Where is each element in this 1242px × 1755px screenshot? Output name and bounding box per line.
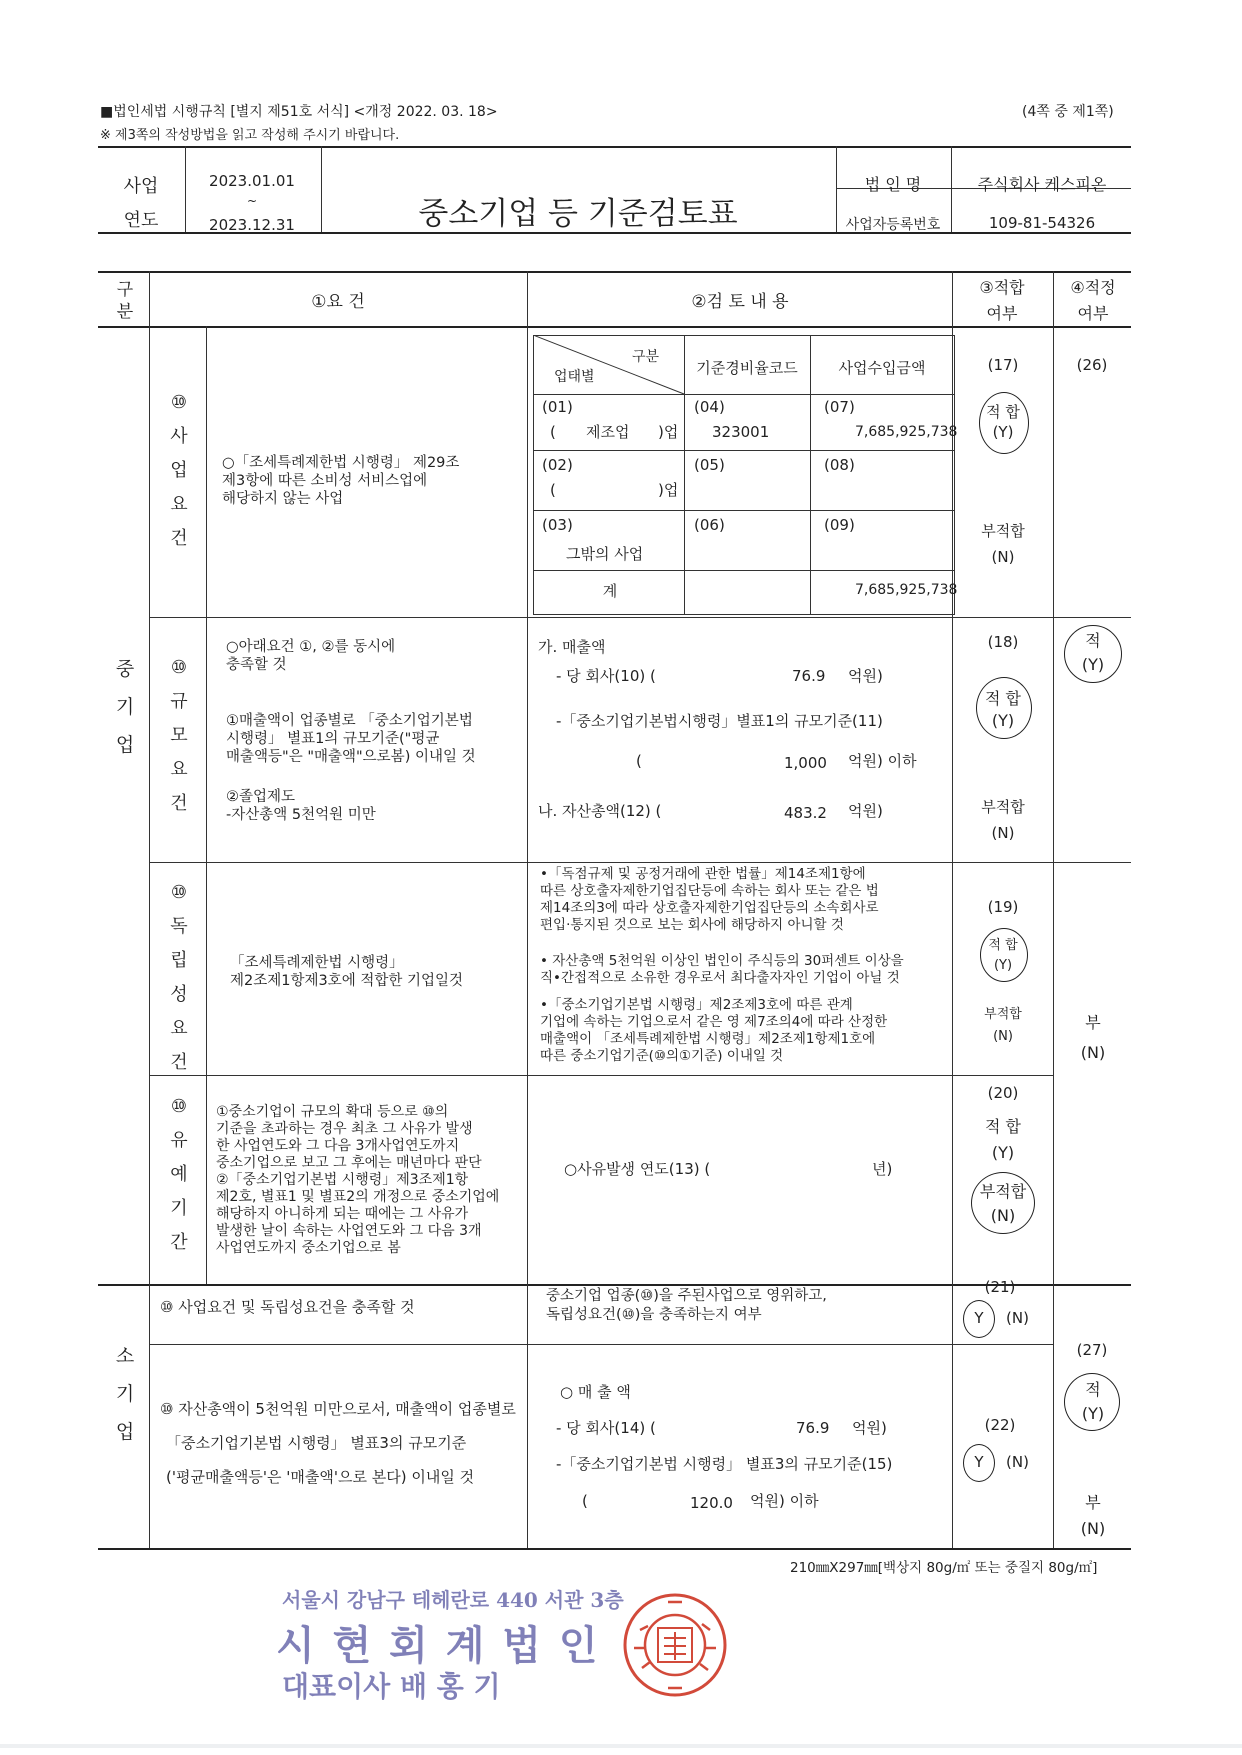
fit-102-number: (18) bbox=[987, 633, 1019, 651]
suitable-small-number: (27) bbox=[1076, 1341, 1108, 1359]
corp-name-value: 주식회사 케스피온 bbox=[977, 175, 1107, 194]
fit-105-no: (N) bbox=[1006, 1309, 1029, 1327]
page-indicator: (4쪽 중 제1쪽) bbox=[1022, 104, 1114, 120]
r1-open: ( bbox=[550, 423, 556, 441]
section-106-req-3: ('평균매출액등'은 '매출액'으로 본다) 이내일 것 bbox=[166, 1468, 475, 1486]
section-102-label: ⑩ 규 모 요 건 bbox=[170, 657, 188, 814]
rev-106-unit: 억원) bbox=[852, 1419, 887, 1437]
col-fit-header: ③적합 여부 bbox=[979, 278, 1025, 323]
section-105-requirement: ⑩ 사업요건 및 독립성요건을 충족할 것 bbox=[160, 1298, 415, 1316]
rev-102-asset-unit: 억원) bbox=[848, 802, 883, 820]
section-102-req2: ②졸업제도 -자산총액 5천억원 미만 bbox=[226, 789, 376, 823]
bizno-value: 109-81-54326 bbox=[988, 214, 1096, 232]
total-label: 계 bbox=[602, 582, 618, 600]
fiscal-start: 2023.01.01 bbox=[209, 172, 295, 190]
stamp-address: 서울시 강남구 테헤란로 440 서관 3층 bbox=[282, 1588, 624, 1612]
col-review-header: ②검 토 내 용 bbox=[691, 292, 789, 312]
col-suitable-header: ④적정 여부 bbox=[1070, 278, 1116, 323]
fiscal-year-label: 사업 연도 bbox=[123, 176, 159, 231]
rev-102-ga: 가. 매출액 bbox=[538, 638, 606, 656]
section-103-requirement: 「조세특례제한법 시행령」 제2조제1항제3호에 적합한 기업일것 bbox=[230, 955, 463, 989]
section-103-review-3: •「중소기업기본법 시행령」제2조제3호에 따른 관계 기업에 속하는 기업으로서 같은 영 제7조의4에 따라 산정한 매출액이 「조세특례제한법 시행령」제2조제1항제1호에 따른 중소기업기준(⑩의①기준) 이내일 것 bbox=[540, 997, 888, 1064]
r1-amount-number: (07) bbox=[824, 398, 855, 416]
total-amount: 7,685,925,738 bbox=[855, 582, 958, 598]
r3-code-number: (06) bbox=[694, 516, 725, 534]
suitable-small-no: 부 (N) bbox=[1080, 1493, 1106, 1538]
rev-102-std: -「중소기업기본법시행령」별표1의 규모기준(11) bbox=[556, 712, 883, 730]
rev-106-head: ○ 매 출 액 bbox=[560, 1383, 631, 1401]
section-102-intro: ○아래요건 ①, ②를 동시에 충족할 것 bbox=[226, 639, 396, 673]
rev-102-std-open: ( bbox=[636, 752, 642, 770]
section-104-requirement: ①중소기업이 규모의 확대 등으로 ⑩의 기준을 초과하는 경우 최초 그 사유가 발생 한 사업연도와 그 다음 3개사업연도까지 중소기업으로 보고 그 후에는 매년마다 판단 ②「중소기업기본법 시행령」제3조제1항 제2호, 별표1 및 별표2의 개정으로 중소기업에 해당하지 아니하게 되는 때에는 그 사유가 발생한 날이 속하는 사업연도와 그 다음 3개 사업연도까지 중소기업으로 봄 bbox=[216, 1104, 500, 1256]
fit-104-no: 부적합 (N) bbox=[979, 1182, 1027, 1225]
rev-106-std-value: 120.0 bbox=[690, 1494, 733, 1512]
r1-code-value: 323001 bbox=[712, 423, 770, 441]
r1-code-number: (04) bbox=[694, 398, 725, 416]
r2-close: )업 bbox=[658, 481, 679, 499]
paper-spec: 210㎜X297㎜[백상지 80g/㎡ 또는 중질지 80g/㎡] bbox=[790, 1560, 1098, 1576]
corner-bottom-label: 업태별 bbox=[554, 369, 595, 385]
col-amount-header: 사업수입금액 bbox=[838, 359, 926, 377]
corp-name-label: 법 인 명 bbox=[864, 175, 922, 194]
fit-103-number: (19) bbox=[987, 898, 1019, 916]
r3-name: 그밖의 사업 bbox=[566, 545, 644, 563]
form-reference: ■법인세법 시행규칙 [별지 제51호 서식] <개정 2022. 03. 18> bbox=[100, 104, 498, 120]
rev-106-company: - 당 회사(14) ( bbox=[556, 1419, 656, 1437]
fit-102-yes: 적 합 (Y) bbox=[985, 689, 1021, 730]
r3-number: (03) bbox=[542, 516, 573, 534]
fit-101-number: (17) bbox=[987, 356, 1019, 374]
section-105-review: 중소기업 업종(⑩)을 주된사업으로 영위하고, 독립성요건(⑩)을 충족하는지 여부 bbox=[546, 1288, 827, 1323]
r3-amount-number: (09) bbox=[824, 516, 855, 534]
section-101-label: ⑩ 사 업 요 건 bbox=[170, 392, 188, 549]
fit-103-yes: 적 합 (Y) bbox=[988, 938, 1018, 973]
stamp-ceo: 대표이사 배 홍 기 bbox=[282, 1670, 501, 1703]
col-code-header: 기준경비율코드 bbox=[696, 359, 798, 377]
category-small: 소 기 업 bbox=[115, 1345, 135, 1443]
suitable-small-yes: 적 (Y) bbox=[1081, 1380, 1105, 1423]
fiscal-end: 2023.12.31 bbox=[209, 216, 295, 234]
section-103-review-1: •「독점규제 및 공정거래에 관한 법률」제14조제1항에 따른 상호출자제한기업집단등에 속하는 회사 또는 같은 법 제14조의3에 따라 상호출자제한기업집단등의 소속회사로 편입·통지된 것으로 보는 회사에 해당하지 아니할 것 bbox=[540, 866, 879, 933]
rev-102-std-unit: 억원) 이하 bbox=[848, 752, 917, 770]
notice-text: ※ 제3쪽의 작성방법을 읽고 작성해 주시기 바랍니다. bbox=[100, 128, 400, 143]
section-106-req-2: 「중소기업기본법 시행령」 별표3의 규모기준 bbox=[166, 1434, 467, 1452]
r1-number: (01) bbox=[542, 398, 573, 416]
r2-code-number: (05) bbox=[694, 456, 725, 474]
col-requirement-header: ①요 건 bbox=[311, 292, 365, 312]
rev-102-company: - 당 회사(10) ( bbox=[556, 667, 656, 685]
document-title: 중소기업 등 기준검토표 bbox=[418, 196, 738, 232]
section-103-label: ⑩ 독 립 성 요 건 bbox=[170, 882, 188, 1073]
col-gubun-header: 구 분 bbox=[116, 280, 134, 322]
corner-top-label: 구분 bbox=[632, 349, 660, 365]
fit-105-yes: Y bbox=[974, 1309, 984, 1327]
section-103-review-2: • 자산총액 5천억원 이상인 법인이 주식등의 30퍼센트 이상을 직•간접적으로 소유한 경우로서 최다출자자인 기업이 아닐 것 bbox=[540, 953, 904, 986]
fit-102-no: 부적합 (N) bbox=[981, 798, 1025, 842]
rev-102-asset-value: 483.2 bbox=[784, 804, 827, 822]
fit-101-no: 부적합 (N) bbox=[981, 522, 1025, 566]
section-104-label: ⑩ 유 예 기 간 bbox=[170, 1096, 188, 1253]
category-sme: 중 기 업 bbox=[115, 658, 135, 756]
fit-104-yes: 적 합 (Y) bbox=[985, 1117, 1021, 1162]
r2-number: (02) bbox=[542, 456, 573, 474]
fit-101-yes: 적 합 (Y) bbox=[986, 403, 1020, 441]
r2-amount-number: (08) bbox=[824, 456, 855, 474]
section-104-review-unit: 년) bbox=[872, 1160, 893, 1178]
rev-102-asset: 나. 자산총액(12) ( bbox=[538, 802, 662, 820]
rev-102-unit: 억원) bbox=[848, 667, 883, 685]
r1-amount-value: 7,685,925,738 bbox=[855, 424, 958, 440]
rev-102-std-value: 1,000 bbox=[784, 754, 827, 772]
rev-106-std: -「중소기업기본법 시행령」 별표3의 규모기준(15) bbox=[556, 1455, 893, 1473]
seal-stamp-icon bbox=[620, 1590, 730, 1700]
section-104-review: ○사유발생 연도(13) ( bbox=[564, 1160, 711, 1178]
fit-103-no: 부적합 (N) bbox=[984, 1007, 1022, 1044]
section-106-req-1: ⑩ 자산총액이 5천억원 미만으로서, 매출액이 업종별로 bbox=[160, 1400, 516, 1418]
r2-open: ( bbox=[550, 481, 556, 499]
rev-102-company-value: 76.9 bbox=[792, 667, 826, 685]
r1-close: )업 bbox=[658, 423, 679, 441]
suitable-102-yes: 적 (Y) bbox=[1081, 631, 1105, 674]
fit-106-no: (N) bbox=[1006, 1453, 1029, 1471]
bizno-label: 사업자등록번호 bbox=[845, 217, 941, 233]
rev-106-company-value: 76.9 bbox=[796, 1419, 830, 1437]
suitable-103-no: 부 (N) bbox=[1080, 1013, 1106, 1062]
section-102-req1: ①매출액이 업종별로 「중소기업기본법 시행령」 별표1의 규모기준("평균 매출액등"은 "매출액"으로봄) 이내일 것 bbox=[226, 713, 476, 765]
r1-business-name: 제조업 bbox=[586, 423, 630, 441]
fit-104-number: (20) bbox=[987, 1084, 1019, 1102]
rev-106-std-open: ( bbox=[582, 1492, 588, 1510]
fiscal-tilde: ~ bbox=[246, 194, 258, 208]
suitable-101-number: (26) bbox=[1076, 356, 1108, 374]
stamp-firm-name: 시 현 회 계 법 인 bbox=[276, 1622, 600, 1669]
fit-105-number: (21) bbox=[984, 1278, 1016, 1296]
fit-106-yes: Y bbox=[974, 1453, 984, 1471]
section-101-requirement: ○「조세특례제한법 시행령」 제29조 제3항에 따른 소비성 서비스업에 해당하지 않는 사업 bbox=[222, 455, 460, 507]
fit-106-number: (22) bbox=[984, 1416, 1016, 1434]
rev-106-std-unit: 억원) 이하 bbox=[750, 1492, 819, 1510]
